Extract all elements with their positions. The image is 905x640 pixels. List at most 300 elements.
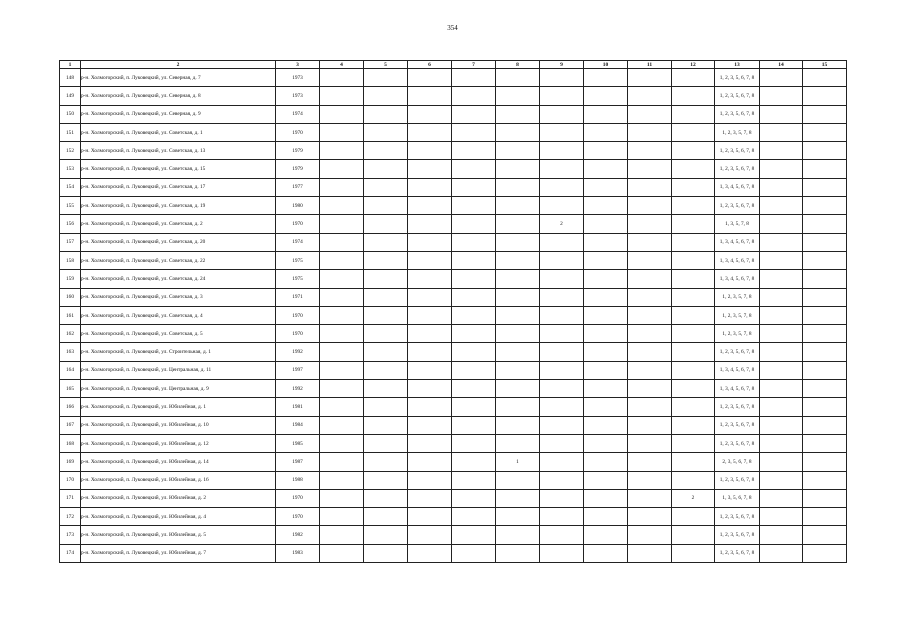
cell-col-8	[496, 233, 540, 251]
cell-address: р-н. Холмогорский, п. Луковецкий, ул. Юбилейная, д. 4	[81, 508, 276, 526]
cell-empty	[760, 306, 803, 324]
cell-col-8	[496, 123, 540, 141]
cell-empty	[628, 508, 672, 526]
cell-empty	[584, 508, 628, 526]
cell-empty	[408, 434, 452, 452]
cell-col-9	[540, 142, 584, 160]
cell-empty	[364, 270, 408, 288]
table-row	[60, 251, 847, 269]
cell-empty	[452, 471, 496, 489]
cell-empty	[584, 526, 628, 544]
cell-empty	[364, 453, 408, 471]
cell-row-number: 149	[60, 87, 81, 105]
cell-empty	[364, 178, 408, 196]
cell-empty	[584, 215, 628, 233]
cell-empty	[584, 69, 628, 87]
cell-empty	[803, 270, 847, 288]
cell-empty	[628, 489, 672, 507]
cell-empty	[364, 325, 408, 343]
cell-year: 1970	[276, 325, 320, 343]
cell-empty	[364, 306, 408, 324]
cell-empty	[760, 489, 803, 507]
cell-col-8	[496, 508, 540, 526]
cell-col-9	[540, 453, 584, 471]
cell-col-12	[672, 453, 715, 471]
cell-row-number: 167	[60, 416, 81, 434]
cell-address: р-н. Холмогорский, п. Луковецкий, ул. Юбилейная, д. 2	[81, 489, 276, 507]
cell-empty	[320, 508, 364, 526]
cell-empty	[803, 306, 847, 324]
cell-col-9	[540, 544, 584, 562]
cell-empty	[628, 526, 672, 544]
cell-empty	[408, 471, 452, 489]
cell-empty	[320, 380, 364, 398]
cell-empty	[408, 69, 452, 87]
cell-empty	[320, 270, 364, 288]
cell-address: р-н. Холмогорский, п. Луковецкий, ул. Юбилейная, д. 14	[81, 453, 276, 471]
cell-year: 1970	[276, 489, 320, 507]
cell-address: р-н. Холмогорский, п. Луковецкий, ул. Советская, д. 1	[81, 123, 276, 141]
cell-empty	[628, 453, 672, 471]
cell-empty	[452, 270, 496, 288]
cell-empty	[803, 361, 847, 379]
cell-empty	[803, 489, 847, 507]
cell-year: 1973	[276, 87, 320, 105]
cell-address: р-н. Холмогорский, п. Луковецкий, ул. Советская, д. 2	[81, 215, 276, 233]
table-row	[60, 453, 847, 471]
cell-empty	[584, 233, 628, 251]
cell-empty	[803, 123, 847, 141]
cell-empty	[408, 343, 452, 361]
cell-address: р-н. Холмогорский, п. Луковецкий, ул. Северная, д. 8	[81, 87, 276, 105]
cell-col-8	[496, 489, 540, 507]
cell-empty	[760, 142, 803, 160]
cell-col-9	[540, 343, 584, 361]
cell-year: 1970	[276, 215, 320, 233]
table-row	[60, 361, 847, 379]
cell-year: 1975	[276, 251, 320, 269]
cell-col-9	[540, 69, 584, 87]
cell-empty	[364, 471, 408, 489]
cell-empty	[408, 361, 452, 379]
cell-col-9	[540, 416, 584, 434]
cell-row-number: 151	[60, 123, 81, 141]
cell-year: 1973	[276, 69, 320, 87]
cell-empty	[364, 233, 408, 251]
cell-empty	[803, 178, 847, 196]
cell-empty	[320, 233, 364, 251]
cell-empty	[320, 215, 364, 233]
cell-empty	[364, 416, 408, 434]
cell-empty	[628, 398, 672, 416]
cell-row-number: 157	[60, 233, 81, 251]
table-row	[60, 471, 847, 489]
col-header: 9	[540, 61, 584, 69]
cell-col-9	[540, 489, 584, 507]
cell-col-8	[496, 270, 540, 288]
cell-row-number: 161	[60, 306, 81, 324]
cell-empty	[364, 398, 408, 416]
cell-empty	[628, 197, 672, 215]
cell-col-8	[496, 197, 540, 215]
cell-codes: 1, 2, 3, 5, 7, 8	[715, 325, 760, 343]
cell-codes: 1, 2, 3, 5, 7, 8	[715, 306, 760, 324]
cell-row-number: 168	[60, 434, 81, 452]
cell-empty	[803, 508, 847, 526]
cell-codes: 1, 2, 3, 5, 6, 7, 8	[715, 142, 760, 160]
cell-empty	[364, 197, 408, 215]
cell-empty	[408, 526, 452, 544]
cell-empty	[364, 526, 408, 544]
cell-empty	[320, 288, 364, 306]
cell-empty	[760, 251, 803, 269]
col-header: 8	[496, 61, 540, 69]
cell-empty	[452, 178, 496, 196]
cell-col-9: 2	[540, 215, 584, 233]
col-header: 11	[628, 61, 672, 69]
cell-year: 1970	[276, 306, 320, 324]
cell-empty	[628, 251, 672, 269]
cell-col-12	[672, 325, 715, 343]
cell-col-9	[540, 105, 584, 123]
cell-empty	[760, 69, 803, 87]
cell-col-9	[540, 471, 584, 489]
table-row	[60, 233, 847, 251]
cell-col-9	[540, 178, 584, 196]
cell-empty	[452, 215, 496, 233]
cell-empty	[803, 380, 847, 398]
cell-col-12	[672, 160, 715, 178]
cell-col-12	[672, 142, 715, 160]
cell-row-number: 164	[60, 361, 81, 379]
table-row	[60, 270, 847, 288]
cell-empty	[584, 343, 628, 361]
cell-empty	[584, 325, 628, 343]
cell-empty	[364, 508, 408, 526]
cell-col-12	[672, 215, 715, 233]
cell-row-number: 158	[60, 251, 81, 269]
cell-address: р-н. Холмогорский, п. Луковецкий, ул. Советская, д. 24	[81, 270, 276, 288]
cell-codes: 1, 2, 3, 5, 6, 7, 8	[715, 544, 760, 562]
cell-empty	[584, 416, 628, 434]
cell-codes: 1, 2, 3, 5, 6, 7, 8	[715, 508, 760, 526]
table-row	[60, 178, 847, 196]
cell-empty	[803, 233, 847, 251]
cell-empty	[803, 215, 847, 233]
cell-empty	[584, 434, 628, 452]
cell-empty	[320, 544, 364, 562]
cell-empty	[320, 325, 364, 343]
cell-row-number: 154	[60, 178, 81, 196]
cell-empty	[364, 361, 408, 379]
cell-row-number: 173	[60, 526, 81, 544]
cell-empty	[584, 489, 628, 507]
table-row	[60, 416, 847, 434]
cell-codes: 1, 3, 4, 5, 6, 7, 8	[715, 361, 760, 379]
cell-empty	[364, 544, 408, 562]
cell-empty	[584, 87, 628, 105]
cell-empty	[364, 215, 408, 233]
cell-year: 1970	[276, 508, 320, 526]
cell-empty	[628, 178, 672, 196]
cell-address: р-н. Холмогорский, п. Луковецкий, ул. Юбилейная, д. 5	[81, 526, 276, 544]
cell-empty	[803, 105, 847, 123]
cell-col-9	[540, 508, 584, 526]
cell-empty	[584, 178, 628, 196]
cell-address: р-н. Холмогорский, п. Луковецкий, ул. Строительная, д. 1	[81, 343, 276, 361]
cell-col-8	[496, 380, 540, 398]
cell-empty	[452, 434, 496, 452]
cell-empty	[628, 544, 672, 562]
cell-codes: 1, 2, 3, 5, 6, 7, 8	[715, 87, 760, 105]
cell-col-8	[496, 526, 540, 544]
cell-address: р-н. Холмогорский, п. Луковецкий, ул. Юбилейная, д. 1	[81, 398, 276, 416]
cell-col-9	[540, 361, 584, 379]
cell-empty	[803, 160, 847, 178]
cell-empty	[452, 288, 496, 306]
cell-empty	[628, 142, 672, 160]
housing-register-table	[59, 60, 847, 563]
cell-col-12	[672, 233, 715, 251]
cell-row-number: 174	[60, 544, 81, 562]
cell-codes: 1, 3, 4, 5, 6, 7, 8	[715, 233, 760, 251]
cell-row-number: 152	[60, 142, 81, 160]
cell-col-8	[496, 361, 540, 379]
cell-col-8	[496, 544, 540, 562]
cell-row-number: 165	[60, 380, 81, 398]
cell-col-12	[672, 526, 715, 544]
cell-empty	[760, 526, 803, 544]
cell-address: р-н. Холмогорский, п. Луковецкий, ул. Советская, д. 5	[81, 325, 276, 343]
cell-empty	[803, 288, 847, 306]
cell-empty	[408, 270, 452, 288]
cell-empty	[628, 87, 672, 105]
cell-empty	[760, 215, 803, 233]
cell-empty	[584, 270, 628, 288]
cell-empty	[584, 123, 628, 141]
cell-address: р-н. Холмогорский, п. Луковецкий, ул. Центральная, д. 9	[81, 380, 276, 398]
cell-address: р-н. Холмогорский, п. Луковецкий, ул. Советская, д. 17	[81, 178, 276, 196]
cell-address: р-н. Холмогорский, п. Луковецкий, ул. Северная, д. 9	[81, 105, 276, 123]
cell-year: 1971	[276, 288, 320, 306]
cell-col-12	[672, 69, 715, 87]
cell-col-8	[496, 325, 540, 343]
cell-address: р-н. Холмогорский, п. Луковецкий, ул. Советская, д. 13	[81, 142, 276, 160]
table-row	[60, 489, 847, 507]
cell-col-8	[496, 251, 540, 269]
cell-row-number: 171	[60, 489, 81, 507]
cell-empty	[320, 361, 364, 379]
cell-col-12	[672, 471, 715, 489]
cell-empty	[628, 434, 672, 452]
cell-empty	[584, 306, 628, 324]
cell-col-12	[672, 380, 715, 398]
cell-empty	[408, 123, 452, 141]
cell-empty	[584, 142, 628, 160]
cell-empty	[760, 361, 803, 379]
cell-empty	[364, 142, 408, 160]
cell-codes: 1, 2, 3, 5, 7, 8	[715, 288, 760, 306]
cell-col-9	[540, 160, 584, 178]
table-row	[60, 288, 847, 306]
cell-col-8	[496, 69, 540, 87]
cell-year: 1984	[276, 416, 320, 434]
cell-col-8	[496, 416, 540, 434]
cell-empty	[452, 526, 496, 544]
table-row	[60, 398, 847, 416]
cell-empty	[452, 380, 496, 398]
cell-empty	[803, 69, 847, 87]
cell-codes: 1, 2, 3, 5, 6, 7, 8	[715, 105, 760, 123]
cell-year: 1980	[276, 197, 320, 215]
cell-row-number: 155	[60, 197, 81, 215]
cell-empty	[628, 270, 672, 288]
cell-empty	[628, 160, 672, 178]
cell-address: р-н. Холмогорский, п. Луковецкий, ул. Центральная, д. 11	[81, 361, 276, 379]
cell-col-8	[496, 343, 540, 361]
cell-empty	[584, 544, 628, 562]
cell-col-9	[540, 325, 584, 343]
cell-empty	[803, 471, 847, 489]
cell-empty	[452, 325, 496, 343]
cell-year: 1985	[276, 434, 320, 452]
cell-empty	[364, 380, 408, 398]
cell-year: 1982	[276, 526, 320, 544]
cell-empty	[760, 508, 803, 526]
cell-year: 1977	[276, 178, 320, 196]
cell-col-9	[540, 526, 584, 544]
cell-empty	[408, 142, 452, 160]
cell-empty	[628, 123, 672, 141]
col-header: 6	[408, 61, 452, 69]
cell-empty	[760, 380, 803, 398]
cell-empty	[408, 544, 452, 562]
cell-codes: 1, 3, 5, 7, 8	[715, 215, 760, 233]
cell-codes: 1, 3, 4, 5, 6, 7, 8	[715, 251, 760, 269]
cell-empty	[364, 288, 408, 306]
cell-empty	[760, 453, 803, 471]
cell-empty	[452, 361, 496, 379]
cell-empty	[803, 434, 847, 452]
cell-empty	[452, 416, 496, 434]
cell-year: 1975	[276, 270, 320, 288]
cell-empty	[803, 87, 847, 105]
cell-empty	[803, 197, 847, 215]
cell-empty	[408, 178, 452, 196]
cell-empty	[803, 251, 847, 269]
cell-address: р-н. Холмогорский, п. Луковецкий, ул. Советская, д. 3	[81, 288, 276, 306]
cell-col-12	[672, 105, 715, 123]
cell-col-9	[540, 87, 584, 105]
cell-codes: 1, 2, 3, 5, 6, 7, 8	[715, 197, 760, 215]
cell-col-12	[672, 197, 715, 215]
cell-codes: 1, 2, 3, 5, 6, 7, 8	[715, 416, 760, 434]
cell-codes: 1, 2, 3, 5, 6, 7, 8	[715, 160, 760, 178]
cell-empty	[320, 87, 364, 105]
cell-empty	[760, 233, 803, 251]
cell-address: р-н. Холмогорский, п. Луковецкий, ул. Советская, д. 20	[81, 233, 276, 251]
cell-row-number: 159	[60, 270, 81, 288]
cell-empty	[803, 453, 847, 471]
cell-empty	[452, 233, 496, 251]
cell-empty	[408, 508, 452, 526]
table-row	[60, 380, 847, 398]
cell-year: 1970	[276, 123, 320, 141]
cell-col-9	[540, 288, 584, 306]
cell-empty	[803, 343, 847, 361]
cell-empty	[760, 87, 803, 105]
table-row	[60, 306, 847, 324]
cell-codes: 1, 2, 3, 5, 6, 7, 8	[715, 343, 760, 361]
col-header: 12	[672, 61, 715, 69]
cell-empty	[628, 361, 672, 379]
cell-empty	[628, 306, 672, 324]
cell-row-number: 172	[60, 508, 81, 526]
cell-codes: 1, 2, 3, 5, 6, 7, 8	[715, 471, 760, 489]
cell-empty	[760, 160, 803, 178]
cell-empty	[408, 197, 452, 215]
cell-codes: 1, 3, 5, 6, 7, 8	[715, 489, 760, 507]
col-header: 13	[715, 61, 760, 69]
cell-empty	[452, 69, 496, 87]
table-row	[60, 343, 847, 361]
cell-empty	[628, 343, 672, 361]
cell-empty	[364, 489, 408, 507]
table-body	[60, 69, 847, 563]
cell-col-9	[540, 270, 584, 288]
cell-col-12	[672, 251, 715, 269]
cell-col-9	[540, 233, 584, 251]
cell-address: р-н. Холмогорский, п. Луковецкий, ул. Советская, д. 15	[81, 160, 276, 178]
cell-empty	[408, 489, 452, 507]
cell-empty	[408, 398, 452, 416]
cell-col-12	[672, 87, 715, 105]
table-row	[60, 142, 847, 160]
cell-empty	[760, 398, 803, 416]
cell-year: 1974	[276, 233, 320, 251]
cell-empty	[584, 105, 628, 123]
cell-year: 1997	[276, 361, 320, 379]
cell-empty	[760, 288, 803, 306]
cell-codes: 1, 3, 4, 5, 6, 7, 8	[715, 178, 760, 196]
cell-row-number: 166	[60, 398, 81, 416]
cell-empty	[408, 215, 452, 233]
cell-address: р-н. Холмогорский, п. Луковецкий, ул. Юбилейная, д. 16	[81, 471, 276, 489]
cell-col-8	[496, 434, 540, 452]
cell-col-12	[672, 343, 715, 361]
cell-address: р-н. Холмогорский, п. Луковецкий, ул. Юбилейная, д. 10	[81, 416, 276, 434]
cell-empty	[408, 105, 452, 123]
cell-empty	[320, 306, 364, 324]
cell-row-number: 169	[60, 453, 81, 471]
cell-empty	[320, 142, 364, 160]
table-row	[60, 526, 847, 544]
cell-empty	[760, 123, 803, 141]
cell-empty	[628, 325, 672, 343]
cell-col-9	[540, 123, 584, 141]
cell-codes: 2, 3, 5, 6, 7, 8	[715, 453, 760, 471]
cell-empty	[760, 343, 803, 361]
cell-empty	[760, 197, 803, 215]
cell-empty	[803, 416, 847, 434]
cell-empty	[408, 233, 452, 251]
col-header: 3	[276, 61, 320, 69]
cell-empty	[803, 325, 847, 343]
cell-row-number: 153	[60, 160, 81, 178]
cell-empty	[760, 178, 803, 196]
cell-col-12	[672, 270, 715, 288]
cell-row-number: 162	[60, 325, 81, 343]
